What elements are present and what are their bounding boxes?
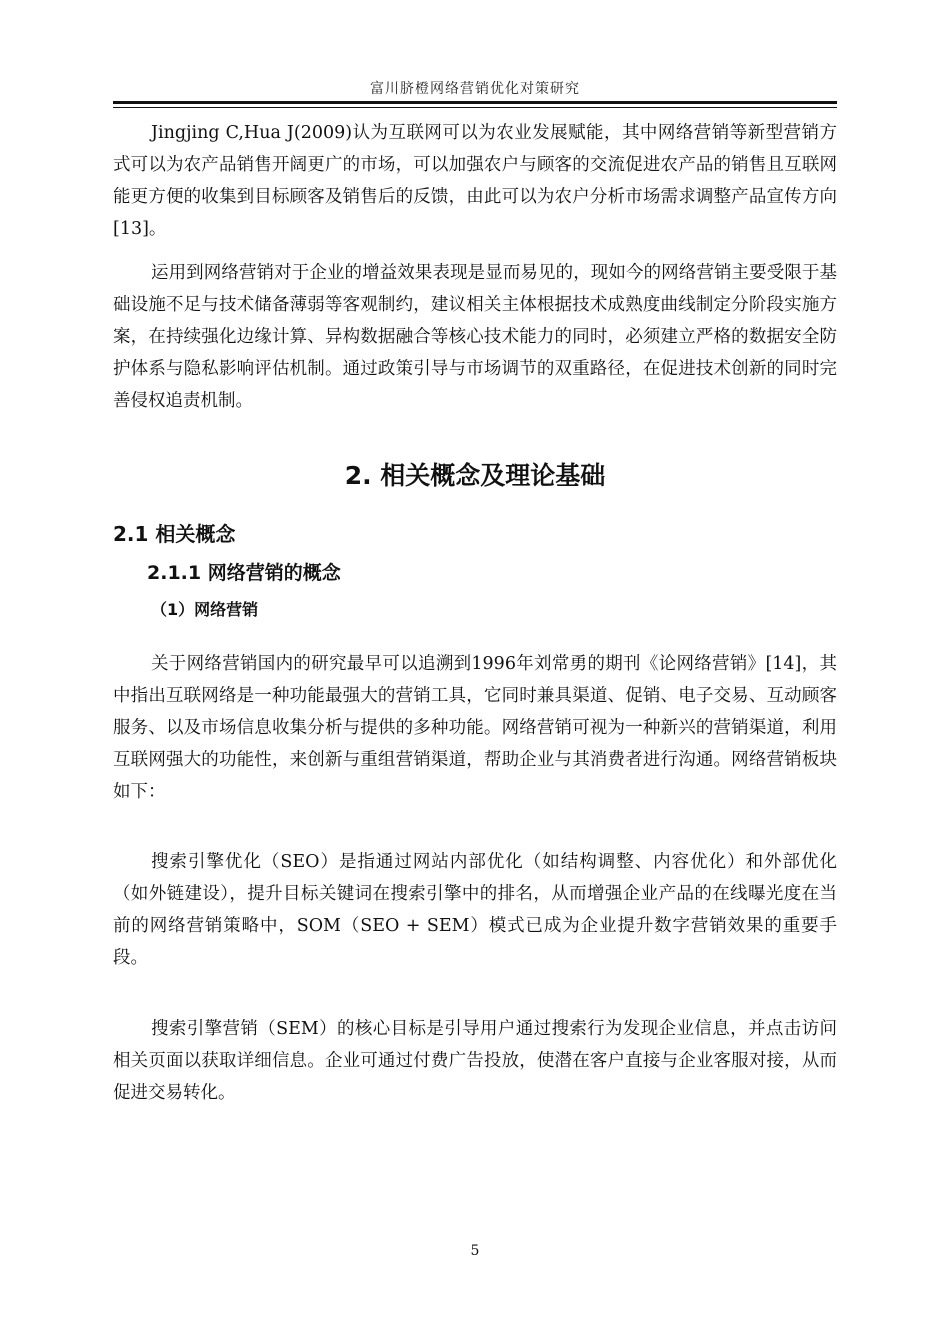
paragraph-benefits: 运用到网络营销对于企业的增益效果表现是显而易见的，现如今的网络营销主要受限于基础设施不足与技术储备薄弱等客观制约，建议相关主体根据技术成熟度曲线制定分阶段实施方案，在持续强化边缘计算、异构数据融合等核心技术能力的同时，必须建立严格的数据安全防护体系与隐私影响评估机制。通过政策引导与市场调节的双重路径，在促进技术创新的同时完善侵权追责机制。 [113,263,837,411]
paragraph-seo: 搜索引擎优化（SEO）是指通过网站内部优化（如结构调整、内容优化）和外部优化（如外链建设），提升目标关键词在搜索引擎中的排名，从而增强企业产品的在线曝光度在当前的网络营销策略中，SOM（SEO + SEM）模式已成为企业提升数字营销效果的重要手段。 [113,852,837,968]
paragraph-sem: 搜索引擎营销（SEM）的核心目标是引导用户通过搜索行为发现企业信息，并点击访问相关页面以获取详细信息。企业可通过付费广告投放，使潜在客户直接与企业客服对接，从而促进交易转化。 [113,1019,837,1103]
section-heading: 2.1 相关概念 [113,522,236,546]
subsubsection-heading: （1）网络营销 [151,600,259,619]
subsection-heading: 2.1.1 网络营销的概念 [147,562,341,584]
paragraph-network-marketing: 关于网络营销国内的研究最早可以追溯到1996年刘常勇的期刊《论网络营销》[14]，其中指出互联网络是一种功能最强大的营销工具，它同时兼具渠道、促销、电子交易、互动顾客服务、以及市场信息收集分析与提供的多种功能。网络营销可视为一种新兴的营销渠道，利用互联网强大的功能性，来创新与重组营销渠道，帮助企业与其消费者进行沟通。网络营销板块如下： [113,654,837,802]
chapter-heading: 2. 相关概念及理论基础 [344,461,606,490]
paragraph-literature: Jingjing C,Hua J(2009)认为互联网可以为农业发展赋能，其中网络营销等新型营销方式可以为农产品销售开阔更广的市场，可以加强农户与顾客的交流促进农产品的销售且互联网能更方便的收集到目标顾客及销售后的反馈，由此可以为农户分析市场需求调整产品宣传方向[13]。 [113,123,837,239]
header-rule-thick [113,101,837,104]
header-rule-thin [113,107,837,108]
running-header: 富川脐橙网络营销优化对策研究 [370,81,580,97]
page-number: 5 [470,1243,480,1259]
